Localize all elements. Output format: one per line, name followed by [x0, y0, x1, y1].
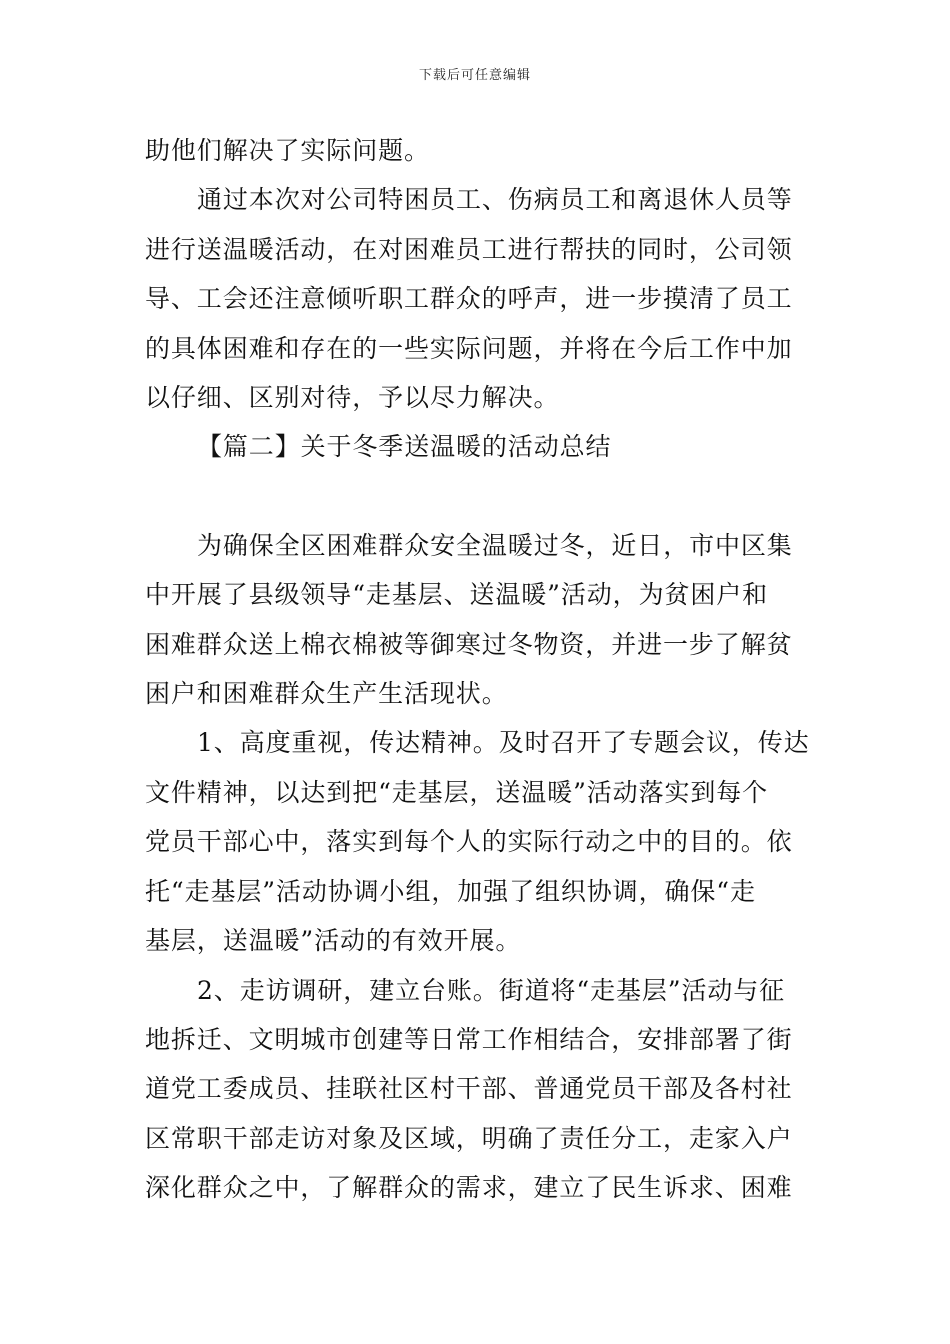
- text-line: 困难群众送上棉衣棉被等御寒过冬物资，并进一步了解贫: [145, 629, 793, 659]
- text-line: 进行送温暖活动，在对困难员工进行帮扶的同时，公司领: [145, 234, 793, 264]
- text-line: 区常职干部走访对象及区域，明确了责任分工，走家入户: [145, 1123, 793, 1153]
- blank-line: [145, 472, 810, 521]
- text-line: 文件精神，以达到把“走基层，送温暖”活动落实到每个: [145, 777, 769, 807]
- text-line: 深化群众之中，了解群众的需求，建立了民生诉求、困难: [145, 1173, 793, 1203]
- header-note: 下载后可任意编辑: [418, 68, 531, 83]
- text-line: 党员干部心中，落实到每个人的实际行动之中的目的。依: [145, 827, 793, 857]
- text-line: 通过本次对公司特困员工、伤病员工和离退休人员等: [197, 185, 793, 215]
- text-line: 助他们解决了实际问题。: [145, 136, 430, 165]
- text-line: 中开展了县级领导“走基层、送温暖”活动，为贫困户和: [145, 580, 769, 610]
- text-line: 1、高度重视，传达精神。及时召开了专题会议，传达: [197, 728, 810, 758]
- text-line: 地拆迁、文明城市创建等日常工作相结合，安排部署了街: [145, 1024, 793, 1054]
- section-heading: 【篇二】关于冬季送温暖的活动总结: [197, 432, 612, 462]
- text-line: 为确保全区困难群众安全温暖过冬，近日，市中区集: [197, 530, 793, 560]
- text-line: 困户和困难群众生产生活现状。: [145, 679, 508, 709]
- text-line: 道党工委成员、挂联社区村干部、普通党员干部及各村社: [145, 1074, 793, 1104]
- document-body: [145, 126, 810, 1213]
- text-line: 的具体困难和存在的一些实际问题，并将在今后工作中加: [145, 333, 793, 363]
- text-line: 2、走访调研，建立台账。街道将“走基层”活动与征: [197, 975, 786, 1005]
- text-line: 托“走基层”活动协调小组，加强了组织协调，确保“走: [145, 876, 756, 906]
- text-line: 以仔细、区别对待，予以尽力解决。: [145, 383, 560, 413]
- text-line: 基层，送温暖”活动的有效开展。: [145, 926, 522, 956]
- text-line: 导、工会还注意倾听职工群众的呼声，进一步摸清了员工: [145, 284, 793, 314]
